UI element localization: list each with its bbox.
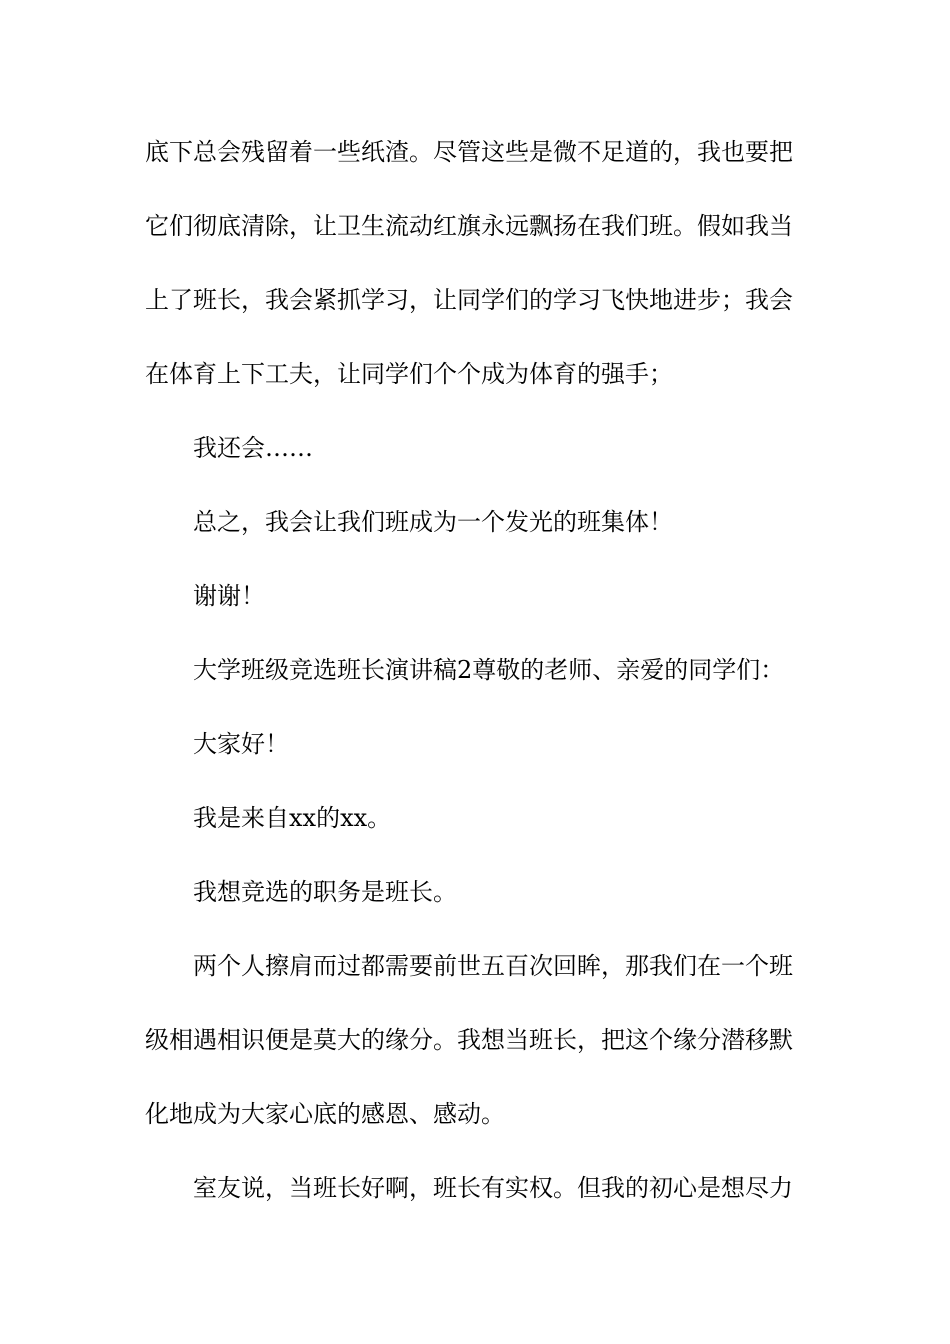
text-line: 化地成为大家心底的感恩、感动。 bbox=[145, 1100, 505, 1128]
text-line: 谢谢！ bbox=[193, 582, 265, 610]
text-line: 它们彻底清除，让卫生流动红旗永远飘扬在我们班。假如我当 bbox=[145, 212, 793, 240]
text-line: 上了班长，我会紧抓学习，让同学们的学习飞快地进步；我会 bbox=[145, 286, 793, 314]
text-line: 我是来自xx的xx。 bbox=[193, 804, 392, 832]
section-heading: 大学班级竞选班长演讲稿2尊敬的老师、亲爱的同学们： bbox=[193, 656, 785, 684]
text-line: 我想竞选的职务是班长。 bbox=[193, 878, 457, 906]
text-line: 室友说，当班长好啊，班长有实权。但我的初心是想尽力 bbox=[193, 1174, 793, 1202]
text-line: 大家好！ bbox=[193, 730, 289, 758]
text-line: 我还会…… bbox=[193, 434, 313, 462]
text-line: 级相遇相识便是莫大的缘分。我想当班长，把这个缘分潜移默 bbox=[145, 1026, 793, 1054]
text-line: 底下总会残留着一些纸渣。尽管这些是微不足道的，我也要把 bbox=[145, 138, 793, 166]
text-line: 两个人擦肩而过都需要前世五百次回眸，那我们在一个班 bbox=[193, 952, 793, 980]
text-line: 总之，我会让我们班成为一个发光的班集体！ bbox=[193, 508, 673, 536]
text-line: 在体育上下工夫，让同学们个个成为体育的强手； bbox=[145, 360, 673, 388]
